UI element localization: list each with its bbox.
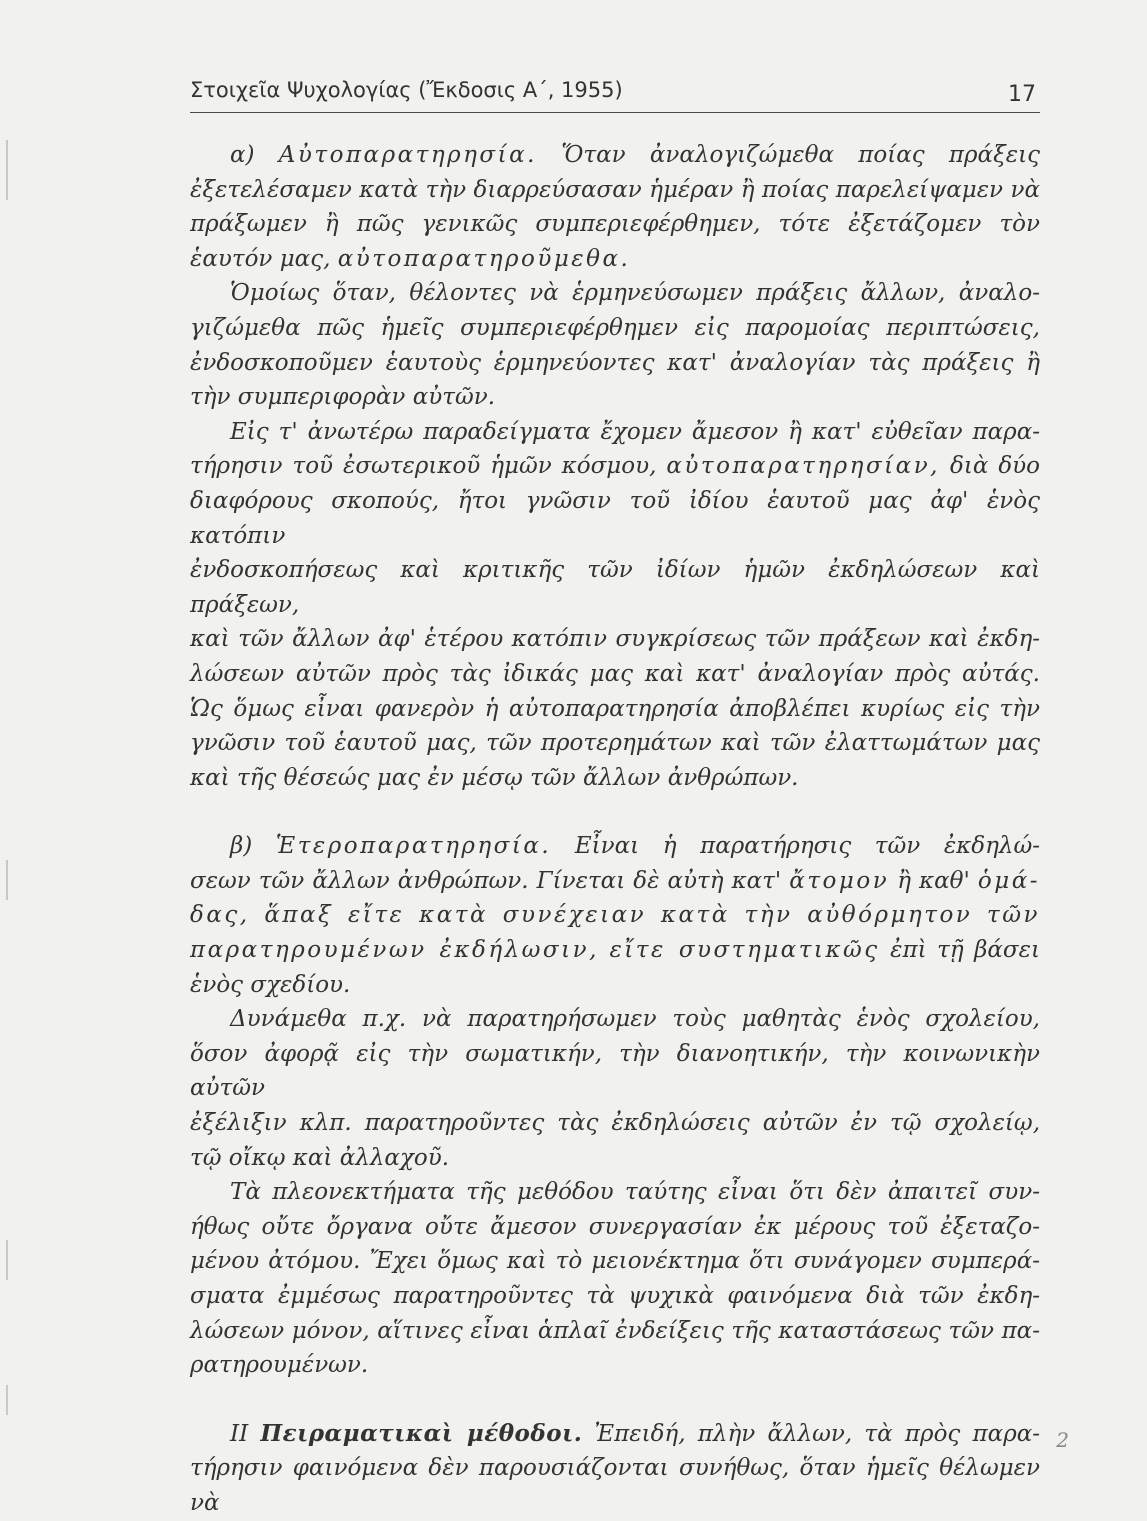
section-label: ΙΙ: [230, 1420, 261, 1447]
signature-mark: 2: [1056, 1428, 1069, 1452]
body-text: [190, 138, 1040, 1521]
text-line: [190, 864, 1040, 899]
text-line: Ὡς ὅμως εἶναι φανερὸν ἡ αὐτοπαρατηρησία ἀποβλέπει κυρίως εἰς τὴν: [190, 695, 1040, 722]
running-header: [190, 72, 1040, 113]
section-term: Πειραματικαὶ μέθοδοι.: [260, 1419, 583, 1447]
emphasis-term: ὁμά-: [977, 867, 1041, 894]
text-line: μένου ἀτόμου. Ἔχει ὅμως καὶ τὸ μειονέκτημα ὅτι συνάγομεν συμπερά-: [190, 1248, 1040, 1275]
text-line: ὅσον ἀφορᾷ εἰς τὴν σωματικήν, τὴν διανοητικήν, τὴν κοινωνικὴν αὐτῶν: [190, 1040, 1040, 1102]
emphasis-term: ἄτομον: [789, 867, 890, 894]
text-line: γιζώμεθα πῶς ἡμεῖς συμπεριεφέρθημεν εἰς παρομοίας περιπτώσεις,: [190, 314, 1040, 341]
section-label: β): [230, 833, 276, 860]
text-span: Ἐπειδή, πλὴν ἄλλων, τὰ πρὸς παρα-: [594, 1420, 1041, 1447]
text-line: [190, 242, 1040, 277]
text-span: τήρησιν τοῦ ἐσωτερικοῦ ἡμῶν κόσμου,: [190, 453, 657, 480]
text-line: Τὰ πλεονεκτήματα τῆς μεθόδου ταύτης εἶναι ὅτι δὲν ἀπαιτεῖ συν-: [230, 1179, 1040, 1206]
text-span: Ὅταν ἀναλογιζώμεθα ποίας πράξεις: [561, 142, 1040, 168]
text-line: ήθως οὔτε ὄργανα οὔτε ἄμεσον συνεργασίαν ἐκ μέρους τοῦ ἐξεταζο-: [190, 1213, 1040, 1240]
emphasis-term: παρατηρουμένων ἐκδήλωσιν,: [190, 937, 599, 964]
text-line: ρατηρουμένων.: [190, 1352, 369, 1379]
text-span: διὰ δύο: [949, 453, 1041, 480]
text-line: ἐξέλιξιν κλπ. παρατηροῦντες τὰς ἐκδηλώσεις αὐτῶν ἐν τῷ σχολείῳ,: [190, 1110, 1040, 1137]
text-line: Εἰς τ' ἀνωτέρω παραδείγματα ἔχομεν ἄμεσον ἢ κατ' εὐθεῖαν παρα-: [230, 418, 1040, 445]
text-span: ἢ καθ': [897, 867, 970, 894]
text-line: καὶ τῆς θέσεώς μας ἐν μέσῳ τῶν ἄλλων ἀνθρώπων.: [190, 764, 799, 791]
text-line: λώσεων αὐτῶν πρὸς τὰς ἰδικάς μας καὶ κατ' ἀναλογίαν πρὸς αὐτάς.: [190, 660, 1040, 687]
section-gap: [190, 1383, 1040, 1417]
text-line: τὴν συμπεριφορὰν αὐτῶν.: [190, 384, 496, 411]
left-margin-shadow: [6, 1240, 8, 1280]
header-title: Στοιχεῖα Ψυχολογίας (Ἔκδοσις Α΄, 1955): [190, 78, 623, 102]
text-line: πράξωμεν ἢ πῶς γενικῶς συμπεριεφέρθημεν, τότε ἐξετάζομεν τὸν: [190, 211, 1040, 238]
text-line: Ὁμοίως ὅταν, θέλοντες νὰ ἑρμηνεύσωμεν πράξεις ἄλλων, ἀναλο-: [230, 280, 1040, 307]
section-gap: [190, 795, 1040, 829]
section-term: Ἑτεροπαρατηρησία.: [275, 833, 552, 860]
text-line: [190, 829, 1040, 864]
left-margin-shadow: [6, 140, 8, 200]
page-number: 17: [1008, 82, 1036, 107]
text-line: ἑνὸς σχεδίου.: [190, 971, 351, 998]
text-line: τήρησιν φαινόμενα δὲν παρουσιάζονται συνήθως, ὅταν ἡμεῖς θέλωμεν νὰ: [190, 1455, 1040, 1516]
text-line: διαφόρους σκοπούς, ἤτοι γνῶσιν τοῦ ἰδίου ἑαυτοῦ μας ἀφ' ἑνὸς κατόπιν: [190, 487, 1040, 549]
text-line: σματα ἐμμέσως παρατηροῦντες τὰ ψυχικὰ φαινόμενα διὰ τῶν ἐκδη-: [190, 1283, 1040, 1309]
text-line: λώσεων μόνον, αἵτινες εἶναι ἁπλαῖ ἐνδείξεις τῆς καταστάσεως τῶν πα-: [190, 1317, 1040, 1344]
text-span: σεων τῶν ἄλλων ἀνθρώπων. Γίνεται δὲ αὐτὴ κατ': [190, 867, 782, 894]
left-margin-shadow: [6, 1385, 8, 1415]
text-line: καὶ τῶν ἄλλων ἀφ' ἑτέρου κατόπιν συγκρίσεως τῶν πράξεων καὶ ἐκδη-: [190, 626, 1040, 653]
text-line: ἐξετελέσαμεν κατὰ τὴν διαρρεύσασαν ἡμέραν ἢ ποίας παρελείψαμεν νὰ: [190, 176, 1040, 203]
text-span: ἑαυτόν μας,: [190, 245, 331, 272]
text-line: [190, 1417, 1040, 1452]
text-line: [190, 898, 1040, 933]
text-line: [190, 933, 1040, 968]
emphasis-term: εἴτε κατὰ συνέχειαν κατὰ τὴν αὐθόρμητον τῶν: [347, 902, 1040, 929]
text-line: ἐνδοσκοπήσεως καὶ κριτικῆς τῶν ἰδίων ἡμῶν ἐκδηλώσεων καὶ πράξεων,: [190, 557, 1040, 618]
emphasis-term: εἴτε συστηματικῶς: [609, 937, 880, 964]
left-margin-shadow: [6, 860, 8, 900]
text-span: Εἶναι ἡ παρατήρησις τῶν ἐκδηλώ-: [574, 833, 1040, 860]
text-span: ἅπαξ: [264, 902, 334, 929]
text-line: ἐνδοσκοποῦμεν ἑαυτοὺς ἑρμηνεύοντες κατ' ἀναλογίαν τὰς πράξεις ἢ: [190, 349, 1040, 376]
section-term: Αὐτοπαρατηρησία.: [278, 142, 537, 168]
text-span: ἐπὶ τῇ βάσει: [890, 937, 1040, 964]
text-line: Δυνάμεθα π.χ. νὰ παρατηρήσωμεν τοὺς μαθητὰς ἑνὸς σχολείου,: [230, 1006, 1040, 1033]
text-line: [190, 138, 1040, 173]
text-line: γνῶσιν τοῦ ἑαυτοῦ μας, τῶν προτερημάτων καὶ τῶν ἐλαττωμάτων μας: [190, 730, 1040, 757]
emphasis-term: αὐτοπαρατηροῦμεθα.: [337, 245, 631, 272]
section-label: α): [230, 142, 279, 168]
emphasis-term: δας,: [190, 902, 250, 929]
text-line: [190, 449, 1040, 484]
text-line: τῷ οἴκῳ καὶ ἀλλαχοῦ.: [190, 1144, 450, 1171]
emphasis-term: αὐτοπαρατηρησίαν,: [666, 453, 940, 480]
